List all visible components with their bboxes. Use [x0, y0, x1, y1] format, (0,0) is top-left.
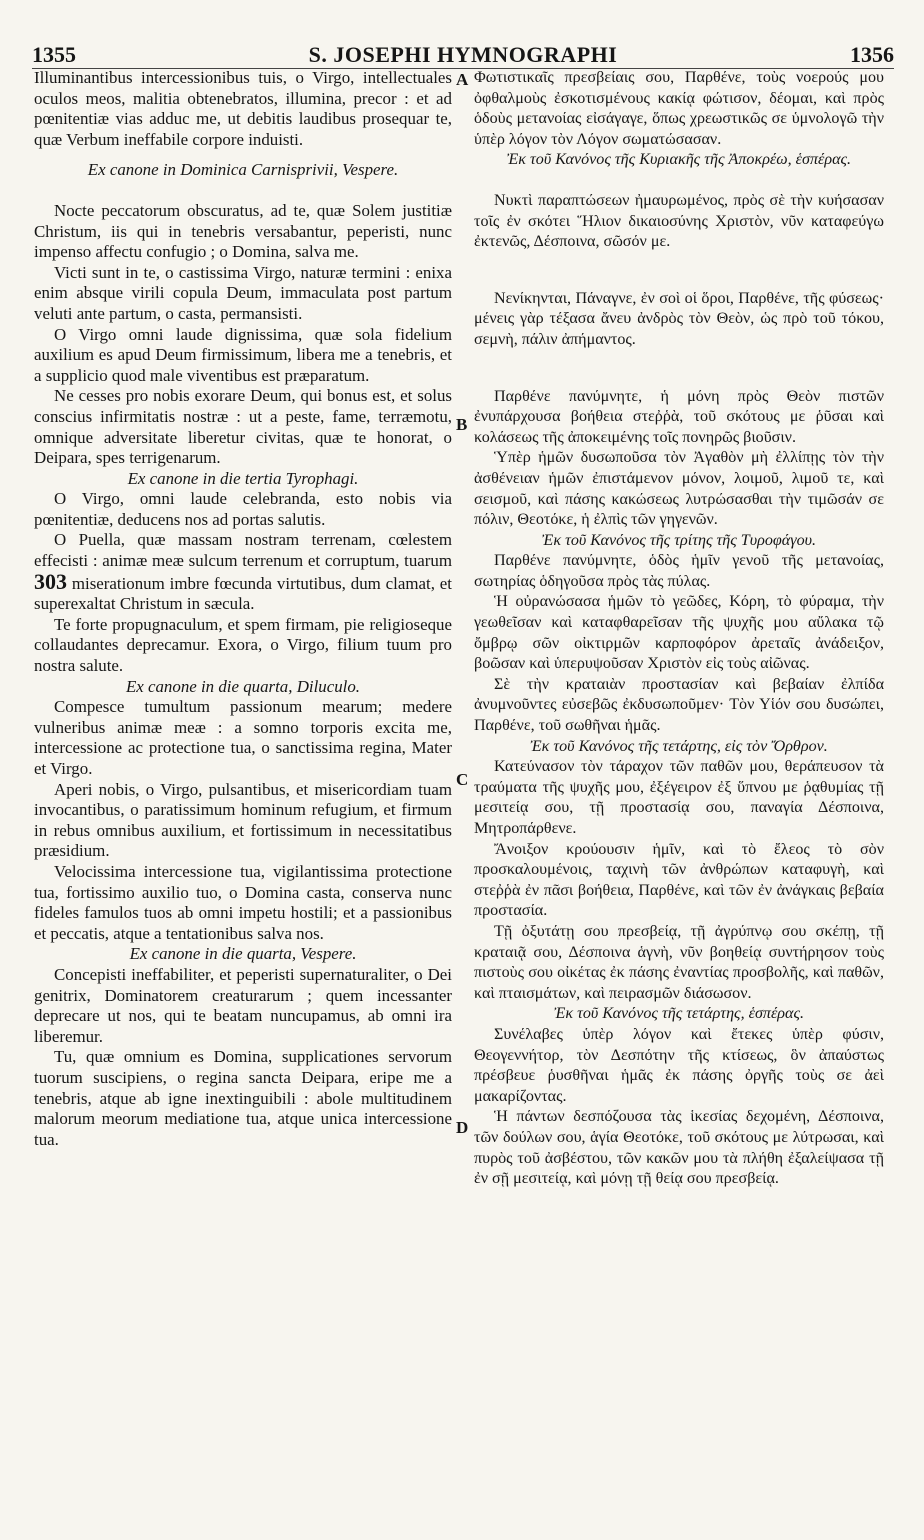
paragraph-text: Te forte propugnaculum, et spem firmam, pie religioseque collaudantes deprecamur. Exora, o Virgo, filium tuum pro nostra salute.: [34, 614, 452, 676]
paragraph: [474, 448, 884, 530]
paragraph: [34, 697, 452, 779]
paragraph: [474, 551, 884, 592]
paragraph-text: Illuminantibus intercessionibus tuis, o Virgo, intellectuales oculos meos, malitia obtenebratos, illumina, precor : et ad pœnitentiæ vias adduc me, ut debitis laudibus prosequar te, quæ Verbum ineffabile corpore induisti.: [34, 68, 452, 149]
paragraph: [34, 615, 452, 677]
section-heading: Ἐκ τοῦ Κανόνος τῆς τετάρτης, ἑσπέρας.: [553, 1005, 805, 1023]
paragraph: [34, 1047, 452, 1150]
paragraph: [34, 386, 452, 468]
paragraph: [34, 862, 452, 944]
paragraph: [34, 68, 452, 150]
spacer: [34, 150, 452, 160]
paragraph-text-continued: miserationum imbre fœcunda virtutibus, dum clamat, et superexaltat Christum in sæcula.: [34, 573, 452, 614]
paragraph-text: Ἡ πάντων δεσπόζουσα τὰς ἱκεσίας δεχομένη, Δέσποινα, τῶν δούλων σου, ἁγία Θεοτόκε, τοῦ σκότους με λύτρωσαι, καὶ πυρὸς τοῦ ἀσβέστου, τῶν κακῶν μου τὰ πλήθη ἐξαλείψασα τῇ ἐν σῇ μεσιτείᾳ, καὶ μόνῃ τῇ θείᾳ σου πρεσβείᾳ.: [474, 1108, 884, 1188]
spacer: [474, 253, 884, 289]
paragraph-text: Ἡ οὐρανώσασα ἡμῶν τὸ γεῶδες, Κόρη, τὸ φύραμα, τὴν γεωθεῖσαν καὶ καταφθαρεῖσαν τῆς ψυχῆς μου αὔλακα τῷ ὄμβρῳ σῶν οἰκτιρμῶν καρποφόρον ἀρεταῖς ἀνάδειξον, βοῶσαν καὶ ὑπερυψοῦσαν Χριστὸν εἰς τοὺς αἰῶνας.: [474, 593, 884, 673]
margin-letter-c: C: [456, 770, 469, 789]
paragraph-text: Nocte peccatorum obscuratus, ad te, quæ Solem justitiæ Christum, iis qui in tenebris versabantur, peperisti, nunc impenso affectu confugio ; o Domina, salva me.: [34, 200, 452, 262]
spacer: [34, 181, 452, 201]
paragraph-text: O Virgo omni laude dignissima, quæ sola fidelium auxilium es apud Deum firmissimum, libera me a tenebris, et a supplicio quod male viventibus est præparatum.: [34, 324, 452, 385]
running-title: S. JOSEPHI HYMNOGRAPHI: [308, 42, 618, 67]
paragraph: [474, 1107, 884, 1189]
spacer: [474, 351, 884, 387]
paragraph: [474, 191, 884, 253]
paragraph-text: Κατεύνασον τὸν τάραχον τῶν παθῶν μου, θεράπευσον τὰ τραύματα τῆς ψυχῆς μου, ἐξέγειρον ἐξ ὕπνου με ῥᾳθυμίας τῇ μεσιτείᾳ σου, τῇ προστασίᾳ σου, παναγία Δέσποινα, Μητροπάρθενε.: [474, 758, 884, 837]
paragraph: [474, 68, 884, 150]
paragraph: [34, 965, 452, 1047]
paragraph-text: Tu, quæ omnium es Domina, supplicationes servorum tuorum suscipiens, o regina sancta Deipara, eripe me a tenebris, atque ab igne inextinguibili : abole multitudinem malorum meorum mediatione tua, atque unica intercessione tua.: [34, 1047, 452, 1149]
section-heading: Ἐκ τοῦ Κανόνος τῆς Κυριακῆς τῆς Ἀποκρέω, ἑσπέρας.: [506, 151, 852, 169]
greek-column: [474, 68, 884, 1190]
paragraph: [474, 289, 884, 351]
section-heading: Ex canone in die quarta, Vespere.: [129, 944, 357, 964]
paragraph: [474, 387, 884, 449]
section-heading: Ἐκ τοῦ Κανόνος τῆς τετάρτης, εἰς τὸν Ὄρθρον.: [530, 737, 828, 755]
spacer: [474, 171, 884, 191]
paragraph: [474, 592, 884, 674]
section-heading: Ex canone in Dominica Carnisprivii, Vespere.: [87, 160, 399, 180]
paragraph-text: Παρθένε πανύμνητε, ἡ μόνη πρὸς Θεὸν πιστῶν ἐνυπάρχουσα βοήθεια στεῤῥὰ, τοῦ σκότους με ῥῦσαι καὶ κολάσεως τῆς ἀποκειμένης τοῖς πονηρῶς βιοῦσιν.: [474, 387, 884, 446]
paragraph: [34, 780, 452, 862]
paragraph-text: O Puella, quæ massam nostram terrenam, cœlestem effecisti : animæ meæ sulcum terrenum et corruptum, tuarum: [34, 530, 452, 571]
paragraph-text: Aperi nobis, o Virgo, pulsantibus, et misericordiam tuam invocantibus, o paratissimum hominum refugium, et firmum in rebus omnibus auxilium, et fortissimum in necessitatibus præsidium.: [34, 779, 452, 861]
paragraph-text: Ne cesses pro nobis exorare Deum, qui bonus est, et solus conscius infirmitatis nostræ : ut a peste, fame, terræmotu, omnique adversitate liberetur civitas, quæ te honorat, o Deipara, spes terrigenarum.: [34, 386, 452, 468]
paragraph-text: Παρθένε πανύμνητε, ὁδὸς ἡμῖν γενοῦ τῆς μετανοίας, σωτηρίας ὁδηγοῦσα πρὸς τὰς πύλας.: [474, 552, 884, 590]
paragraph: [34, 489, 452, 530]
paragraph-text: Compesce tumultum passionum mearum; medere vulneribus animæ meæ : a somno torporis excita me, intercessione ac protectione tua, o sanctissima regina, Mater et Virgo.: [34, 697, 452, 778]
paragraph-text: O Virgo, omni laude celebranda, esto nobis via pœnitentiæ, deducens nos ad portas salutis.: [34, 489, 452, 529]
section-heading: Ex canone in die tertia Tyrophagi.: [127, 468, 359, 488]
paragraph-text: Ὑπὲρ ἡμῶν δυσωποῦσα τὸν Ἀγαθὸν μὴ ἐλλίπῃς τὸν τὴν ἀσθένειαν ἡμῶν ἐπιστάμενον μόνον, λοιμοῦ, λιμοῦ τε, καὶ σεισμοῦ, καὶ πάσης κακώσεως λυτρώσασθαι τὴν τιμῶσάν σε πόλιν, Θεοτόκε, ἡ ἐλπὶς τῶν γηγενῶν.: [474, 449, 884, 529]
section-heading: Ex canone in die quarta, Diluculo.: [125, 676, 361, 696]
paragraph: [474, 1025, 884, 1107]
paragraph-text: Τῇ ὀξυτάτῃ σου πρεσβείᾳ, τῇ ἀγρύπνῳ σου σκέπῃ, τῇ κραταιᾷ σου, Δέσποινα ἁγνὴ, νῦν βοηθείᾳ συντήρησον τοὺς πιστοὺς σου οἰκέτας ἐκ πάσης ἐναντίας προσβολῆς, καὶ παθῶν, καὶ πταισμάτων, καὶ πειρασμῶν διάσωσον.: [474, 922, 884, 1002]
paragraph-text: Σὲ τὴν κραταιὰν προστασίαν καὶ βεβαίαν ἐλπίδα ἀνυμνοῦντες εὐσεβῶς ἐκδυσωποῦμεν· Τὸν Υἱόν σου δυσώπει, Παρθένε, τοῦ σωθῆναι ἡμᾶς.: [474, 675, 884, 735]
reference-number: 303: [34, 568, 67, 594]
left-page-number: 1355: [32, 42, 76, 67]
paragraph: [474, 840, 884, 922]
margin-letter-b: B: [456, 415, 468, 434]
paragraph: [474, 922, 884, 1004]
paragraph-text: Συνέλαβες ὑπὲρ λόγον καὶ ἔτεκες ὑπὲρ φύσιν, Θεογεννήτορ, τὸν Δεσπότην τῆς κτίσεως, ὃν ἀπαύστως πρέσβευε ῥυσθῆναι ἡμᾶς ἐκ πάσης ὀργῆς τοὺς σε ἀεὶ μακαρίζοντας.: [474, 1025, 884, 1105]
paragraph-text: Velocissima intercessione tua, vigilantissima protectione tua, fortissimo auxilio tuo, o Domina casta, conserva nunc fideles famulos tuos ab omni impetu hostili; et a passionibus et peccatis, atque a tentationibus salva nos.: [34, 861, 452, 943]
paragraph: [34, 325, 452, 387]
paragraph: [34, 530, 452, 614]
latin-column: [34, 68, 452, 1150]
right-page-number: 1356: [849, 42, 894, 67]
paragraph-text: Νυκτὶ παραπτώσεων ἠμαυρωμένος, πρὸς σὲ τὴν κυήσασαν τοῖς ἐν σκότει Ἥλιον δικαιοσύνης Χριστὸν, νῦν καταφεύγω ἐκτενῶς, Δέσποινα, σῶσόν με.: [474, 191, 884, 251]
paragraph-text: Φωτιστικαῖς πρεσβείαις σου, Παρθένε, τοὺς νοερούς μου ὀφθαλμοὺς ἐσκοτισμένους κακίᾳ φώτισον, δέομαι, καὶ πρὸς ὁδοὺς μετανοίας εἰσάγαγε, ὅπως χρεωστικῶς σε ὑμνολογῶ τὴν ὑπὲρ λόγον τὸν Λόγον σωματώσασαν.: [474, 69, 884, 148]
margin-letter-a: A: [456, 70, 469, 89]
paragraph-text: Ἄνοιξον κρούουσιν ἡμῖν, καὶ τὸ ἔλεος τὸ σὸν προσκαλουμένοις, ταχινὴ τῶν ἀνθρώπων καταφυγὴ, καὶ στεῤῥὰ ἐν πᾶσι βοήθεια, Παρθένε, καὶ τῶν ἐν ἀνάγκαις βεβαία προστασία.: [474, 840, 884, 920]
paragraph: [474, 675, 884, 737]
paragraph: [34, 263, 452, 325]
page-header: [32, 30, 894, 69]
margin-letter-d: D: [456, 1118, 469, 1137]
paragraph-text: Concepisti ineffabiliter, et peperisti supernaturaliter, o Dei genitrix, Dominatorem creaturarum ; quem incessanter deprecare ut nos, qui te beatam nuncupamus, ab omni ira liberemur.: [34, 964, 452, 1046]
paragraph: [474, 757, 884, 839]
section-heading: Ἐκ τοῦ Κανόνος τῆς τρίτης τῆς Τυροφάγου.: [541, 531, 817, 549]
paragraph-text: Νενίκηνται, Πάναγνε, ἐν σοὶ οἱ ὅροι, Παρθένε, τῆς φύσεως· μένεις γὰρ τέξασα ἄνευ ἀνδρὸς τὸν Θεὸν, ὡς πρὸ τοῦ τόκου, σεμνὴ, πάλιν ἀπήμαντος.: [474, 289, 884, 348]
paragraph-text: Victi sunt in te, o castissima Virgo, naturæ termini : enixa enim absque virili copula Deum, immaculata post partum veluti ante partum, o casta, permansisti.: [34, 262, 452, 323]
paragraph: [34, 201, 452, 263]
